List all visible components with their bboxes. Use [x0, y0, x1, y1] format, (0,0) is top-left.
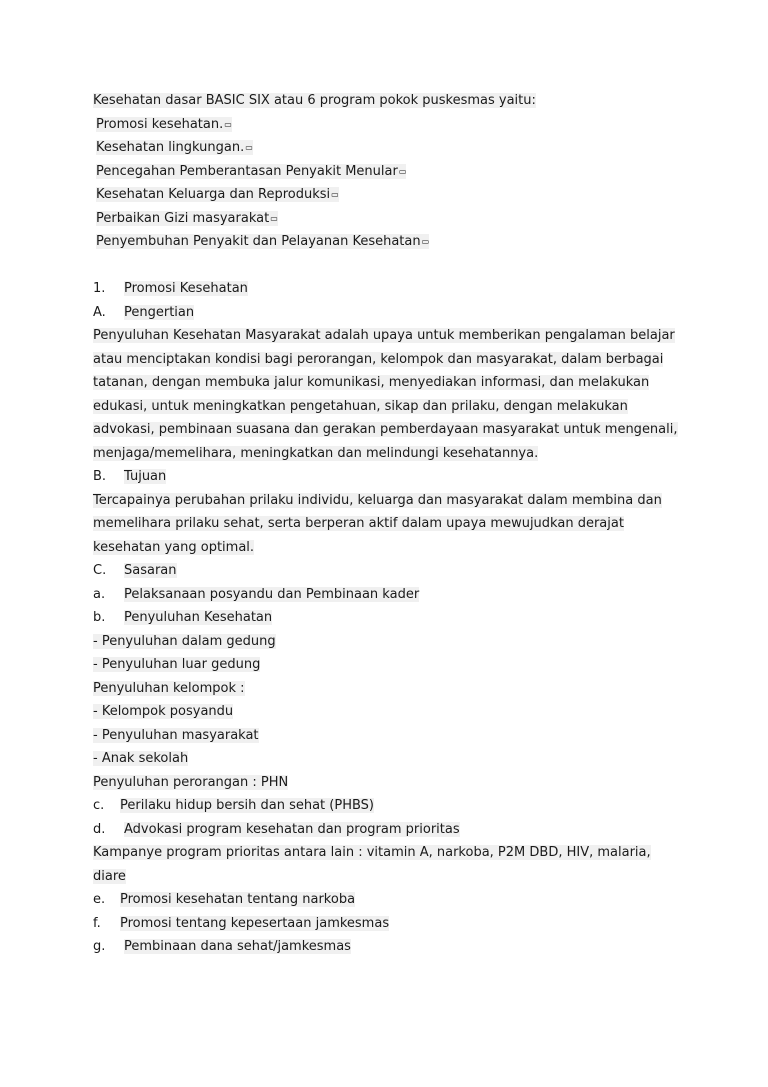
list-item: c. Perilaku hidup bersih dan sehat (PHBS) [93, 798, 374, 813]
list-marker-icon: ▭ [245, 143, 253, 152]
subsection-heading: C. Sasaran [93, 563, 177, 578]
paragraph-line: kesehatan yang optimal. [93, 539, 255, 555]
section-heading: 1. Promosi Kesehatan [93, 281, 248, 296]
basic-six-item: Pencegahan Pemberantasan Penyakit Menular▭ [96, 163, 407, 179]
list-marker-icon: ▭ [331, 190, 339, 199]
subsection-heading: B. Tujuan [93, 469, 167, 484]
list-item: - Penyuluhan dalam gedung [93, 633, 276, 649]
list-item: - Kelompok posyandu [93, 704, 234, 719]
document-body [93, 89, 693, 959]
basic-six-item: Perbaikan Gizi masyarakat▭ [96, 210, 278, 226]
intro-line: Kesehatan dasar BASIC SIX atau 6 program pokok puskesmas yaitu: [93, 93, 536, 108]
paragraph-line: diare [93, 868, 126, 884]
paragraph-line: Penyuluhan Kesehatan Masyarakat adalah upaya untuk memberikan pengalaman belajar [93, 328, 675, 343]
list-marker-icon: ▭ [421, 237, 430, 246]
basic-six-item: Penyembuhan Penyakit dan Pelayanan Kesehatan▭ [96, 234, 430, 249]
paragraph-line: memelihara prilaku sehat, serta berperan aktif dalam upaya mewujudkan derajat [93, 516, 624, 531]
list-marker-icon: ▭ [398, 166, 407, 176]
paragraph-line: tatanan, dengan membuka jalur komunikasi, menyediakan informasi, dan melakukan [93, 375, 650, 390]
list-item: Penyuluhan perorangan : PHN [93, 774, 289, 790]
list-item: a. Pelaksanaan posyandu dan Pembinaan kader [93, 586, 420, 602]
spacer [93, 254, 693, 278]
list-item: e. Promosi kesehatan tentang narkoba [93, 892, 356, 907]
list-item: f. Promosi tentang kepesertaan jamkesmas [93, 915, 390, 931]
paragraph-line: atau menciptakan kondisi bagi perorangan, kelompok dan masyarakat, dalam berbagai [93, 351, 664, 367]
basic-six-item: Promosi kesehatan.▭ [96, 116, 232, 132]
list-item: b. Penyuluhan Kesehatan [93, 610, 273, 625]
basic-six-item: Kesehatan lingkungan.▭ [96, 140, 253, 155]
paragraph-line: edukasi, untuk meningkatkan pengetahuan, sikap dan prilaku, dengan melakukan [93, 398, 628, 414]
list-item: d. Advokasi program kesehatan dan program prioritas [93, 821, 460, 837]
paragraph-line: Kampanye program prioritas antara lain : vitamin A, narkoba, P2M DBD, HIV, malaria, [93, 845, 651, 860]
paragraph-line: advokasi, pembinaan suasana dan gerakan pemberdayaan masyarakat untuk mengenali, [93, 422, 678, 437]
list-item: Penyuluhan kelompok : [93, 680, 245, 696]
paragraph-line: menjaga/memelihara, meningkatkan dan melindungi kesehatannya. [93, 445, 539, 461]
list-marker-icon: ▭ [270, 213, 278, 223]
subsection-heading: A. Pengertian [93, 304, 195, 320]
list-item: g. Pembinaan dana sehat/jamkesmas [93, 939, 351, 954]
basic-six-item: Kesehatan Keluarga dan Reproduksi▭ [96, 187, 339, 202]
list-item: - Penyuluhan luar gedung [93, 657, 261, 672]
paragraph-line: Tercapainya perubahan prilaku individu, keluarga dan masyarakat dalam membina dan [93, 492, 662, 508]
list-item: - Penyuluhan masyarakat [93, 727, 259, 743]
list-marker-icon: ▭ [224, 119, 232, 129]
list-item: - Anak sekolah [93, 751, 189, 766]
